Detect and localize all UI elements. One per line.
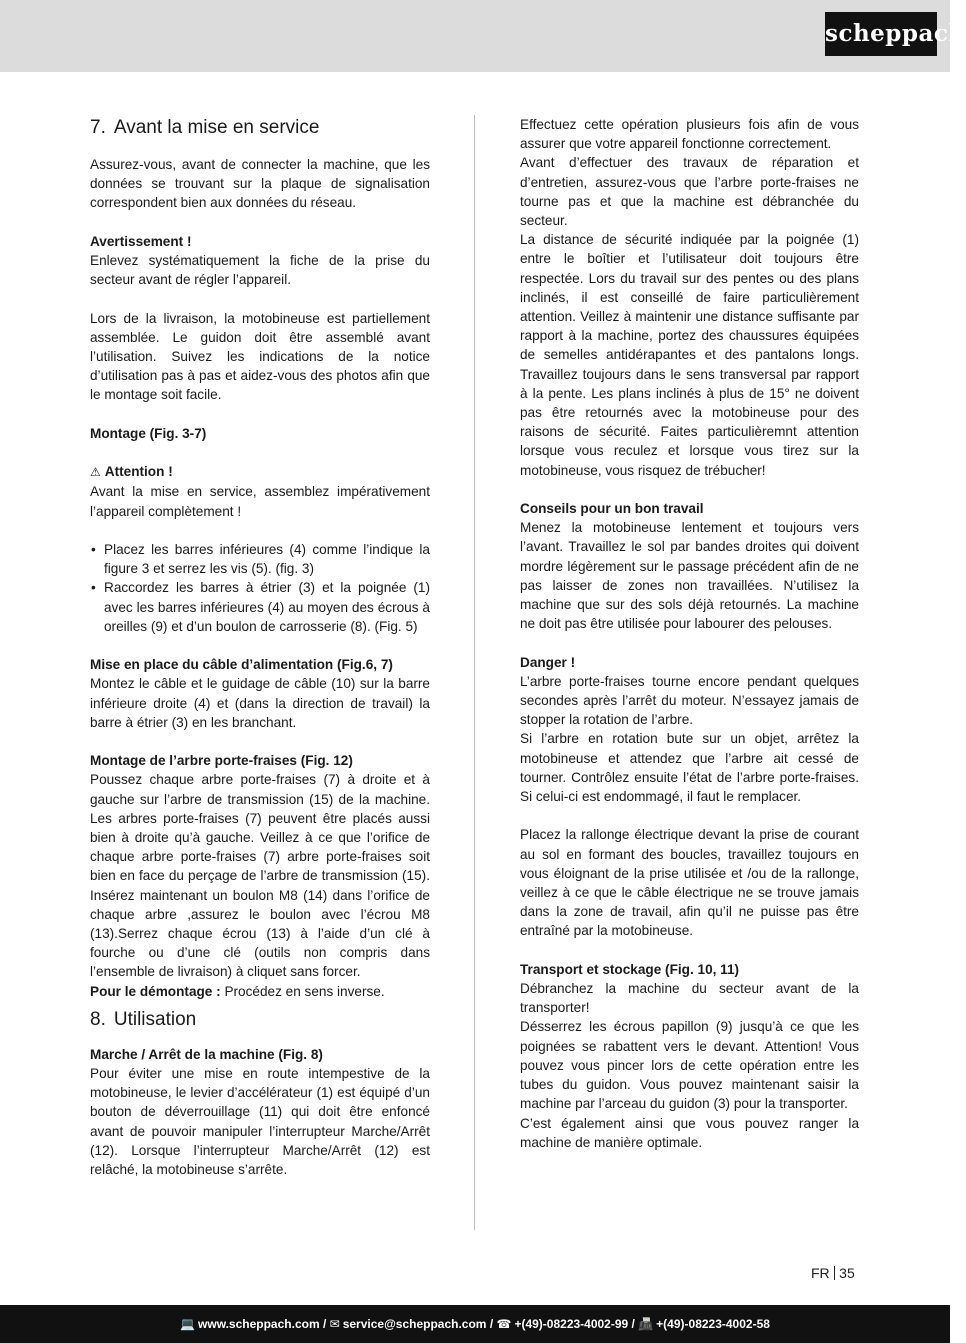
operation-paragraph: Effectuez cette opération plusieurs fois afin de vous assurer que votre appareil fonctionne correctement. [520, 117, 859, 152]
section-7-number: 7. [90, 117, 106, 138]
page-number-separator [834, 1266, 836, 1280]
attention-title: Attention ! [104, 464, 173, 480]
footer-phone: +(49)-08223-4002-99 [514, 1317, 629, 1331]
footer-bar [0, 1305, 950, 1343]
cable-title: Mise en place du câble d’alimentation (Fig.6, 7) [90, 657, 393, 673]
arbre-title: Montage de l’arbre porte-fraises (Fig. 12) [90, 753, 353, 769]
section-7-heading [90, 115, 430, 141]
transport-title: Transport et stockage (Fig. 10, 11) [520, 961, 740, 977]
header-bar [0, 0, 966, 72]
section-8-title: Utilisation [113, 1008, 197, 1030]
danger-text-2: Si l’arbre en rotation bute sur un objet, arrêtez la motobineuse et attendez que l’arbre ait cessé de tourner. Contrôlez ensuite l’état de l’arbre porte-fraises. Si celui-ci est endommagé, il faut le remplacer. [520, 731, 859, 805]
right-column [520, 115, 859, 1152]
montage-title: Montage (Fig. 3-7) [90, 425, 207, 441]
transport-text-1: Débranchez la machine du secteur avant de la transporter! [520, 981, 859, 1016]
column-divider [474, 115, 475, 1230]
arbre-text: Poussez chaque arbre porte-fraises (7) à droite et à gauche sur l’arbre de transmission (15) de la machine. Les arbres porte-fraises (7) peuvent être placés aussi bien à droite qu’à gauche. Veillez à ce que l’orifice de chaque arbre porte-fraises (7) arbre porte-fraises soit bien en face du perçage de l’arbre de transmission (15). Insérez maintenant un boulon M8 (14) dans l’orifice de chaque arbre ,assurez le boulon avec l’écrou M8 (13).Serrez chaque écrou (13) à l’aide d’un clé à fourche ou d’une clé (outils non compris dans l’ensemble de livraison) à cliquet sans forcer. [90, 772, 430, 980]
conseils-title: Conseils pour un bon travail [520, 501, 704, 517]
intro-paragraph: Assurez-vous, avant de connecter la machine, que les données se trouvant sur la plaque de signalisation correspondent bien aux données du réseau. [90, 157, 430, 211]
page-number-value: 35 [839, 1265, 855, 1281]
demontage-text: Procédez en sens inverse. [220, 983, 385, 999]
warning-text: Enlevez systématiquement la fiche de la prise du secteur avant de régler l’appareil. [90, 253, 430, 288]
section-8-heading [90, 1007, 430, 1033]
transport-text-3: C’est également ainsi que vous pouvez ranger la machine de manière optimale. [520, 1115, 859, 1150]
list-item: • Raccordez les barres à étrier (3) et la poignée (1) avec les barres inférieures (4) au moyen des écrous à oreilles (9) et d’un boulon de carrosserie (8). (Fig. 5) [90, 578, 430, 636]
phone-icon: ☎ [496, 1317, 512, 1331]
footer-separator: / [486, 1317, 497, 1331]
marche-text: Pour éviter une mise en route intempestive de la motobineuse, le levier d’accélérateur (1) est équipé d’un bouton de déverrouillage (11) qui doit être enfoncé avant de pouvoir manipuler l’interrupteur Marche/Arrêt (12). Lorsque l’interrupteur Marche/Arrêt (12) est relâché, la motobineuse s’arrête. [90, 1066, 430, 1178]
footer-fax: +(49)-08223-4002-58 [656, 1317, 770, 1331]
page-lang: FR [811, 1265, 830, 1281]
safety-distance-paragraph: La distance de sécurité indiquée par la poignée (1) entre le boîtier et l’utilisateur doit toujours être respectée. Lors du travail sur des pentes ou des plans inclinés, il est conseillé de faire particulièrement attention. Veillez à maintenir une distance suffisante par rapport à la machine, portez des chaussures équipées de semelles antidérapantes et des pantalons longs. Travaillez toujours dans le sens transversal par rapport à la pente. Les plans inclinés à plus de 15° ne doivent pas être retournés avec la motobineuse pour des raisons de sécurité. Faites particulièremnt attention lorsque vous reculez et lorsque vous tirez sur la motobineuse, vous risquez de trébucher! [520, 232, 859, 478]
rallonge-paragraph: Placez la rallonge électrique devant la prise de courant au sol en formant des boucles, travaillez toujours en vous éloignant de la prise utilisée et /ou de la rallonge, veillez à ce que le câble électrique ne se trouve jamais dans la zone de travail, afin qu’il ne puisse pas être entraîné par la motobineuse. [520, 827, 859, 939]
danger-text-1: L’arbre porte-fraises tourne encore pendant quelques secondes après l’arrêt du moteur. N’essayez jamais de stopper la rotation de l’arbre. [520, 673, 859, 728]
attention-text: Avant la mise en service, assemblez impérativement l’appareil complètement ! [90, 484, 430, 519]
left-column [90, 115, 430, 1179]
warning-triangle-icon: ⚠ [90, 465, 101, 480]
repair-paragraph: Avant d’effectuer des travaux de réparation et d’entretien, assurez-vous que l’arbre porte-fraises ne tourne pas et que la machine est débranchée du secteur. [520, 155, 859, 229]
page-number [811, 1265, 855, 1281]
conseils-text: Menez la motobineuse lentement et toujours vers l’avant. Travaillez le sol par bandes droites qui doivent mordre légèrement sur le passage précédent afin de ne pas laisser de zones non travaillées. N’utilisez la machine que sur des sols déjà retournés. La machine ne doit pas être utilisée pour labourer des pelouses. [520, 520, 859, 632]
footer-email: service@scheppach.com [342, 1317, 487, 1331]
footer-separator: / [628, 1317, 639, 1331]
demontage-line [90, 982, 430, 1001]
montage-steps-list [90, 540, 430, 636]
cable-text: Montez le câble et le guidage de câble (10) sur la barre inférieure droite (4) et (dans la direction de travail) la barre à étrier (3) en les branchant. [90, 676, 430, 730]
scheppach-logo: scheppach [825, 12, 937, 56]
footer-separator: / [319, 1317, 330, 1331]
demontage-label: Pour le démontage : [90, 983, 221, 999]
attention-heading [90, 462, 430, 482]
section-8-number: 8. [90, 1008, 106, 1030]
transport-text-2: Désserrez les écrous papillon (9) jusqu’à ce que les poignées se rabattent vers le devant. Attention! Vous pouvez vous pincer lors de cette opération entre les tubes du guidon. Vous pouvez maintenant saisir la machine par l’arceau du guidon (3) pour la transporter. [520, 1019, 859, 1112]
list-item: • Placez les barres inférieures (4) comme l’indique la figure 3 et serrez les vis (5). (fig. 3) [90, 540, 430, 578]
section-7-title: Avant la mise en service [113, 117, 320, 138]
danger-title: Danger ! [520, 654, 576, 670]
mail-icon: ✉ [329, 1317, 340, 1331]
delivery-paragraph: Lors de la livraison, la motobineuse est partiellement assemblée. Le guidon doit être assemblé avant l’utilisation. Suivez les indications de la notice d’utilisation pas à pas et aidez-vous des photos afin que le montage soit facile. [90, 310, 430, 403]
footer-website: www.scheppach.com [198, 1317, 320, 1331]
marche-title: Marche / Arrêt de la machine (Fig. 8) [90, 1046, 323, 1062]
warning-title: Avertissement ! [90, 233, 192, 249]
computer-icon: 💻 [180, 1317, 196, 1331]
fax-icon: 📠 [638, 1317, 654, 1331]
